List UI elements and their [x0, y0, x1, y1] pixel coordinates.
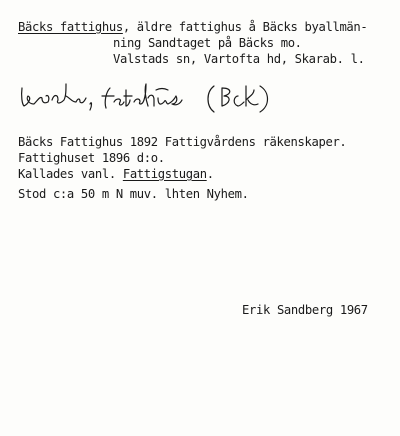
signature: Erik Sandberg 1967: [242, 303, 368, 317]
alt-name: Fattigstugan: [122, 167, 207, 181]
body-line-3: [18, 167, 214, 181]
header-line-2: ning Sandtaget på Bäcks mo.: [113, 36, 302, 50]
header-line-1: [18, 20, 367, 34]
body-line-2: Fattighuset 1896 d:o.: [18, 151, 165, 165]
place-name: Bäcks fattighus: [18, 20, 123, 34]
body-line-1: Bäcks Fattighus 1892 Fattigvårdens räkenskaper.: [18, 135, 347, 149]
handwritten-dialect-form: [18, 80, 298, 116]
header-line-3: Valstads sn, Vartofta hd, Skarab. l.: [113, 52, 365, 66]
body-line-3-suffix: .: [206, 167, 214, 181]
handwriting-drawing: [18, 80, 298, 116]
body-line-3-prefix: Kallades vanl.: [18, 167, 123, 181]
header-line-1-rest: , äldre fattighus å Bäcks byallmän-: [122, 20, 368, 34]
body-line-4: Stod c:a 50 m N muv. lhten Nyhem.: [18, 187, 249, 201]
